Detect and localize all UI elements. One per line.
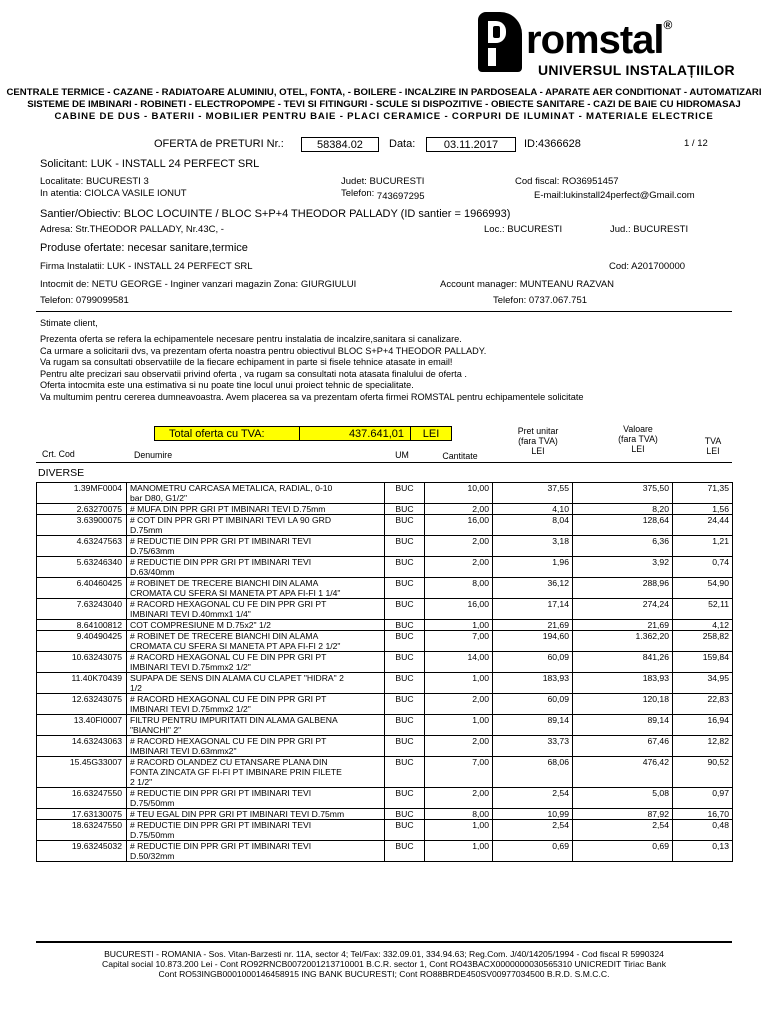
item-description-line: # ROBINET DE TRECERE BIANCHI DIN ALAMA (130, 578, 319, 588)
item-value: 274,24 (573, 599, 673, 620)
item-vat: 52,11 (673, 599, 733, 620)
item-description (127, 578, 385, 599)
item-description-line: 2 1/2" (130, 777, 153, 787)
table-row (37, 694, 733, 715)
item-unit-price: 89,14 (493, 715, 573, 736)
item-value: 89,14 (573, 715, 673, 736)
item-unit-price: 17,14 (493, 599, 573, 620)
item-um: BUC (385, 652, 425, 673)
item-um: BUC (385, 515, 425, 536)
item-description (127, 715, 385, 736)
item-unit-price: 4,10 (493, 504, 573, 515)
localitate: Localitate: BUCURESTI 3 (40, 176, 149, 187)
item-description-line: # RACORD OLANDEZ CU ETANSARE PLANA DIN (130, 757, 328, 767)
item-vat: 258,82 (673, 631, 733, 652)
item-um: BUC (385, 599, 425, 620)
item-um: BUC (385, 673, 425, 694)
item-description (127, 620, 385, 631)
header-tva: TVA LEI (704, 436, 722, 456)
item-code: 18.63247550 (37, 820, 127, 841)
item-quantity: 1,00 (425, 620, 493, 631)
item-code: 6.40460425 (37, 578, 127, 599)
items-table (36, 482, 733, 862)
item-description-line: IMBINARI TEVI D.75mmx2 1/2" (130, 662, 251, 672)
telefon-account: Telefon: 0737.067.751 (493, 295, 588, 306)
account-manager: Account manager: MUNTEANU RAZVAN (440, 279, 615, 290)
item-vat: 1,21 (673, 536, 733, 557)
item-quantity: 8,00 (425, 809, 493, 820)
item-unit-price: 194,60 (493, 631, 573, 652)
item-code: 2.63270075 (37, 504, 127, 515)
adresa: Adresa: Str.THEODOR PALLADY, Nr.43C, - (40, 224, 224, 235)
item-value: 841,26 (573, 652, 673, 673)
item-unit-price: 60,09 (493, 652, 573, 673)
item-code: 16.63247550 (37, 788, 127, 809)
item-description (127, 736, 385, 757)
category-line-2: SISTEME DE IMBINARI - ROBINETI - ELECTROPOMPE - TEVI SI FITINGURI - SCULE SI DISPOZITIVE - OBIECTE SANITARE - CAZI DE BAIE CU HIDROMASAJ (27, 99, 741, 110)
item-unit-price: 8,04 (493, 515, 573, 536)
item-value: 6,36 (573, 536, 673, 557)
header-denumire: Denumire (134, 450, 173, 460)
item-description-line: # RACORD HEXAGONAL CU FE DIN PPR GRI PT (130, 694, 327, 704)
table-row (37, 736, 733, 757)
item-description-line: SUPAPA DE SENS DIN ALAMA CU CLAPET "HIDRA" 2 (130, 673, 344, 683)
item-vat: 4,12 (673, 620, 733, 631)
table-row (37, 631, 733, 652)
item-quantity: 1,00 (425, 715, 493, 736)
table-row (37, 809, 733, 820)
item-description-line: # REDUCTIE DIN PPR GRI PT IMBINARI TEVI (130, 557, 312, 567)
item-description (127, 673, 385, 694)
item-code: 8.64100812 (37, 620, 127, 631)
header-crt-cod: Crt. Cod (42, 449, 75, 459)
item-value: 183,93 (573, 673, 673, 694)
footer-line-1: BUCURESTI - ROMANIA - Sos. Vitan-Barzesti nr. 11A, sector 4; Tel/Fax: 332.09.01, 334.94.63; Reg.Com. J/40/14205/1994 - Cod fiscal R 5990324 (104, 949, 664, 959)
item-description-line: # REDUCTIE DIN PPR GRI PT IMBINARI TEVI (130, 841, 312, 851)
item-um: BUC (385, 736, 425, 757)
page-number: 1 / 12 (684, 138, 708, 149)
item-code: 17.63130075 (37, 809, 127, 820)
item-um: BUC (385, 694, 425, 715)
in-atentia: In atentia: CIOLCA VASILE IONUT (40, 188, 187, 199)
item-description-line: FONTA ZINCATA GF FI-FI PT IMBINARE PRIN FILETE (130, 767, 342, 777)
solicitant: Solicitant: LUK - INSTALL 24 PERFECT SRL (40, 158, 260, 170)
offer-number: 58384.02 (301, 137, 379, 152)
header-divider (36, 462, 732, 463)
item-value: 476,42 (573, 757, 673, 788)
item-quantity: 1,00 (425, 841, 493, 862)
item-quantity: 8,00 (425, 578, 493, 599)
item-um: BUC (385, 841, 425, 862)
item-unit-price: 3,18 (493, 536, 573, 557)
item-vat: 24,44 (673, 515, 733, 536)
item-description-line: # MUFA DIN PPR GRI PT IMBINARI TEVI D.75mm (130, 504, 326, 514)
item-description (127, 788, 385, 809)
table-row (37, 820, 733, 841)
intro-text: Prezenta oferta se refera la echipamentele necesare pentru instalatia de incalzire,sanitara si canalizare. Ca urmare a solicitarii dvs, va prezentam oferta noastra pentru obiectivul BLOC S+P+4 THEODOR PALLADY. Va rugam sa consultati observatiile de la fiecare echipament in parte si fisele tehnice atasate in email! Pentru alte precizari sau observatii privind oferta , va rugam sa consultati nota atasata finalului de oferta . Oferta intocmita este una estimativa si nu poate tine locul unui proiect tehnic de specialitate. Va multumim pentru cererea dumneavoastra. Avem placerea sa va prezentam oferta firmei ROMSTAL pentru echipamentele solicitate (40, 334, 584, 402)
item-description-line: D.50/32mm (130, 851, 175, 861)
item-description (127, 631, 385, 652)
table-row (37, 788, 733, 809)
item-code: 11.40K70439 (37, 673, 127, 694)
santier: Santier/Obiectiv: BLOC LOCUINTE / BLOC S+P+4 THEODOR PALLADY (ID santier = 1966993) (40, 208, 511, 220)
firma-instalatii: Firma Instalatii: LUK - INSTALL 24 PERFECT SRL (40, 261, 253, 272)
table-row (37, 578, 733, 599)
item-description-line: D.75/50mm (130, 830, 175, 840)
header-cantitate: Cantitate (442, 451, 478, 461)
item-description (127, 652, 385, 673)
item-code: 19.63245032 (37, 841, 127, 862)
table-row (37, 620, 733, 631)
item-description-line: MANOMETRU CARCASA METALICA, RADIAL, 0-10 (130, 483, 333, 493)
total-label: Total oferta cu TVA: (154, 426, 300, 441)
total-value: 437.641,01 (299, 426, 411, 441)
item-unit-price: 33,73 (493, 736, 573, 757)
item-vat: 16,70 (673, 809, 733, 820)
item-description-line: D.63/40mm (130, 567, 175, 577)
item-um: BUC (385, 788, 425, 809)
item-code: 7.63243040 (37, 599, 127, 620)
item-description-line: # RACORD HEXAGONAL CU FE DIN PPR GRI PT (130, 599, 327, 609)
item-unit-price: 68,06 (493, 757, 573, 788)
item-um: BUC (385, 809, 425, 820)
footer-line-2: Capital social 10.873.200 Lei - Cont RO92RNCB0072001213710001 B.C.R. sector 1, Cont RO43BACX0000000030565310 UNICREDIT Tiriac Bank (101, 959, 666, 969)
item-vat: 0,13 (673, 841, 733, 862)
item-description (127, 820, 385, 841)
item-description-line: # TEU EGAL DIN PPR GRI PT IMBINARI TEVI D.75mm (130, 809, 345, 819)
total-currency: LEI (410, 426, 452, 441)
brand-tagline: UNIVERSUL INSTALAȚIILOR (538, 62, 735, 78)
item-quantity: 2,00 (425, 788, 493, 809)
telefon-client: Telefon: 743697295 (341, 188, 425, 202)
item-value: 21,69 (573, 620, 673, 631)
item-quantity: 10,00 (425, 483, 493, 504)
item-um: BUC (385, 620, 425, 631)
item-quantity: 1,00 (425, 673, 493, 694)
item-description-line: CROMATA CU SFERA SI MANETA PT APA FI-FI 2 1/2" (130, 641, 341, 651)
produse-ofertate: Produse ofertate: necesar sanitare,termice (40, 242, 248, 254)
item-vat: 22,83 (673, 694, 733, 715)
judet: Judet: BUCURESTI (341, 176, 425, 187)
footer-line-3: Cont RO53INGB0001000146458915 ING BANK BUCURESTI; Cont RO88BRDE450SV00977034500 B.R.D. S.M.C.C. (158, 969, 610, 979)
email: E-mail:lukinstall24perfect@Gmail.com (534, 190, 695, 201)
item-code: 13.40FI0007 (37, 715, 127, 736)
item-unit-price: 0,69 (493, 841, 573, 862)
table-row (37, 599, 733, 620)
item-code: 3.63900075 (37, 515, 127, 536)
cod-fiscal: Cod fiscal: RO36951457 (515, 176, 619, 187)
item-description-line: COT COMPRESIUNE M D.75x2" 1/2 (130, 620, 271, 630)
item-value: 375,50 (573, 483, 673, 504)
header-pret: Pret unitar (fara TVA) LEI (517, 426, 559, 456)
item-description-line: # ROBINET DE TRECERE BIANCHI DIN ALAMA (130, 631, 319, 641)
intocmit-de: Intocmit de: NETU GEORGE - Inginer vanzari magazin Zona: GIURGIULUI (40, 279, 357, 290)
section-title: DIVERSE (38, 467, 85, 479)
item-quantity: 1,00 (425, 820, 493, 841)
item-quantity: 2,00 (425, 504, 493, 515)
item-vat: 0,48 (673, 820, 733, 841)
item-vat: 12,82 (673, 736, 733, 757)
item-description (127, 504, 385, 515)
category-line-1: CENTRALE TERMICE - CAZANE - RADIATOARE ALUMINIU, OTEL, FONTA, - BOILERE - INCALZIRE IN PARDOSEALA - APARATE AER CONDITIONAT - AUTOMATIZARI (6, 87, 762, 98)
item-um: BUC (385, 820, 425, 841)
table-row (37, 483, 733, 504)
item-code: 9.40490425 (37, 631, 127, 652)
item-vat: 90,52 (673, 757, 733, 788)
item-unit-price: 36,12 (493, 578, 573, 599)
item-description (127, 599, 385, 620)
table-row (37, 757, 733, 788)
item-vat: 71,35 (673, 483, 733, 504)
romstal-logo-mark (478, 12, 522, 72)
item-description (127, 841, 385, 862)
item-um: BUC (385, 504, 425, 515)
item-description (127, 809, 385, 820)
item-um: BUC (385, 557, 425, 578)
table-row (37, 673, 733, 694)
jud: Jud.: BUCURESTI (610, 224, 689, 235)
item-code: 12.63243075 (37, 694, 127, 715)
item-um: BUC (385, 631, 425, 652)
item-vat: 16,94 (673, 715, 733, 736)
table-row (37, 504, 733, 515)
loc: Loc.: BUCURESTI (484, 224, 563, 235)
item-vat: 0,97 (673, 788, 733, 809)
item-description-line: D.75/63mm (130, 546, 175, 556)
item-unit-price: 21,69 (493, 620, 573, 631)
item-quantity: 2,00 (425, 557, 493, 578)
item-unit-price: 1,96 (493, 557, 573, 578)
date-label: Data: (389, 138, 416, 150)
table-row (37, 841, 733, 862)
item-um: BUC (385, 757, 425, 788)
item-description-line: 1/2 (130, 683, 142, 693)
item-um: BUC (385, 483, 425, 504)
item-vat: 1,56 (673, 504, 733, 515)
item-value: 2,54 (573, 820, 673, 841)
cod-firma: Cod: A201700000 (609, 261, 686, 272)
item-description (127, 557, 385, 578)
item-description (127, 694, 385, 715)
item-um: BUC (385, 578, 425, 599)
item-description-line: bar D80, G1/2" (130, 493, 188, 503)
item-value: 5,08 (573, 788, 673, 809)
header-valoare: Valoare (fara TVA) LEI (618, 424, 658, 454)
item-unit-price: 37,55 (493, 483, 573, 504)
item-value: 8,20 (573, 504, 673, 515)
item-description (127, 536, 385, 557)
item-description-line: # REDUCTIE DIN PPR GRI PT IMBINARI TEVI (130, 788, 312, 798)
item-unit-price: 10,99 (493, 809, 573, 820)
item-description-line: "BIANCHI" 2" (130, 725, 182, 735)
offer-date: 03.11.2017 (426, 137, 516, 152)
item-description-line: # RACORD HEXAGONAL CU FE DIN PPR GRI PT (130, 652, 327, 662)
item-quantity: 7,00 (425, 631, 493, 652)
category-line-3: CABINE DE DUS - BATERII - MOBILIER PENTRU BAIE - PLACI CERAMICE - CORPURI DE ILUMINAT - MATERIALE ELECTRICE (54, 111, 714, 122)
item-description-line: # REDUCTIE DIN PPR GRI PT IMBINARI TEVI (130, 820, 312, 830)
item-description (127, 515, 385, 536)
item-description-line: # RACORD HEXAGONAL CU FE DIN PPR GRI PT (130, 736, 327, 746)
item-code: 15.45G33007 (37, 757, 127, 788)
item-value: 3,92 (573, 557, 673, 578)
telefon-intocmit: Telefon: 0799099581 (40, 295, 129, 306)
item-code: 4.63247563 (37, 536, 127, 557)
item-um: BUC (385, 536, 425, 557)
item-unit-price: 2,54 (493, 820, 573, 841)
item-description-line: CROMATA CU SFERA SI MANETA PT APA FI-FI 1 1/4" (130, 588, 341, 598)
item-unit-price: 183,93 (493, 673, 573, 694)
item-value: 128,64 (573, 515, 673, 536)
item-description-line: D.75/50mm (130, 798, 175, 808)
offer-label: OFERTA de PRETURI Nr.: (154, 138, 284, 150)
table-row (37, 515, 733, 536)
item-quantity: 7,00 (425, 757, 493, 788)
item-description-line: IMBINARI TEVI D.63mmx2" (130, 746, 237, 756)
item-unit-price: 2,54 (493, 788, 573, 809)
item-description-line: # COT DIN PPR GRI PT IMBINARI TEVI LA 90 GRD (130, 515, 332, 525)
item-code: 10.63243075 (37, 652, 127, 673)
table-row (37, 536, 733, 557)
item-quantity: 2,00 (425, 694, 493, 715)
item-quantity: 2,00 (425, 536, 493, 557)
item-um: BUC (385, 715, 425, 736)
item-quantity: 16,00 (425, 599, 493, 620)
item-unit-price: 60,09 (493, 694, 573, 715)
item-vat: 34,95 (673, 673, 733, 694)
divider (36, 311, 732, 312)
item-code: 5.63246340 (37, 557, 127, 578)
table-row (37, 557, 733, 578)
item-value: 288,96 (573, 578, 673, 599)
item-value: 1.362,20 (573, 631, 673, 652)
table-row (37, 715, 733, 736)
item-quantity: 2,00 (425, 736, 493, 757)
item-description (127, 483, 385, 504)
item-vat: 159,84 (673, 652, 733, 673)
item-description-line: IMBINARI TEVI D.40mmx1 1/4" (130, 609, 251, 619)
item-value: 120,18 (573, 694, 673, 715)
offer-id: ID:4366628 (524, 138, 581, 150)
item-value: 67,46 (573, 736, 673, 757)
item-vat: 0,74 (673, 557, 733, 578)
item-description-line: IMBINARI TEVI D.75mmx2 1/2" (130, 704, 251, 714)
item-code: 14.63243063 (37, 736, 127, 757)
table-row (37, 652, 733, 673)
item-description-line: FILTRU PENTRU IMPURITATI DIN ALAMA GALBENA (130, 715, 338, 725)
item-description (127, 757, 385, 788)
item-quantity: 14,00 (425, 652, 493, 673)
greeting: Stimate client, (40, 318, 98, 328)
item-quantity: 16,00 (425, 515, 493, 536)
item-description-line: D.75mm (130, 525, 163, 535)
item-code: 1.39MF0004 (37, 483, 127, 504)
footer-divider (36, 941, 732, 943)
header-um: UM (395, 450, 409, 460)
item-value: 0,69 (573, 841, 673, 862)
item-value: 87,92 (573, 809, 673, 820)
item-vat: 54,90 (673, 578, 733, 599)
item-description-line: # REDUCTIE DIN PPR GRI PT IMBINARI TEVI (130, 536, 312, 546)
brand-name: romstal® (526, 18, 672, 62)
